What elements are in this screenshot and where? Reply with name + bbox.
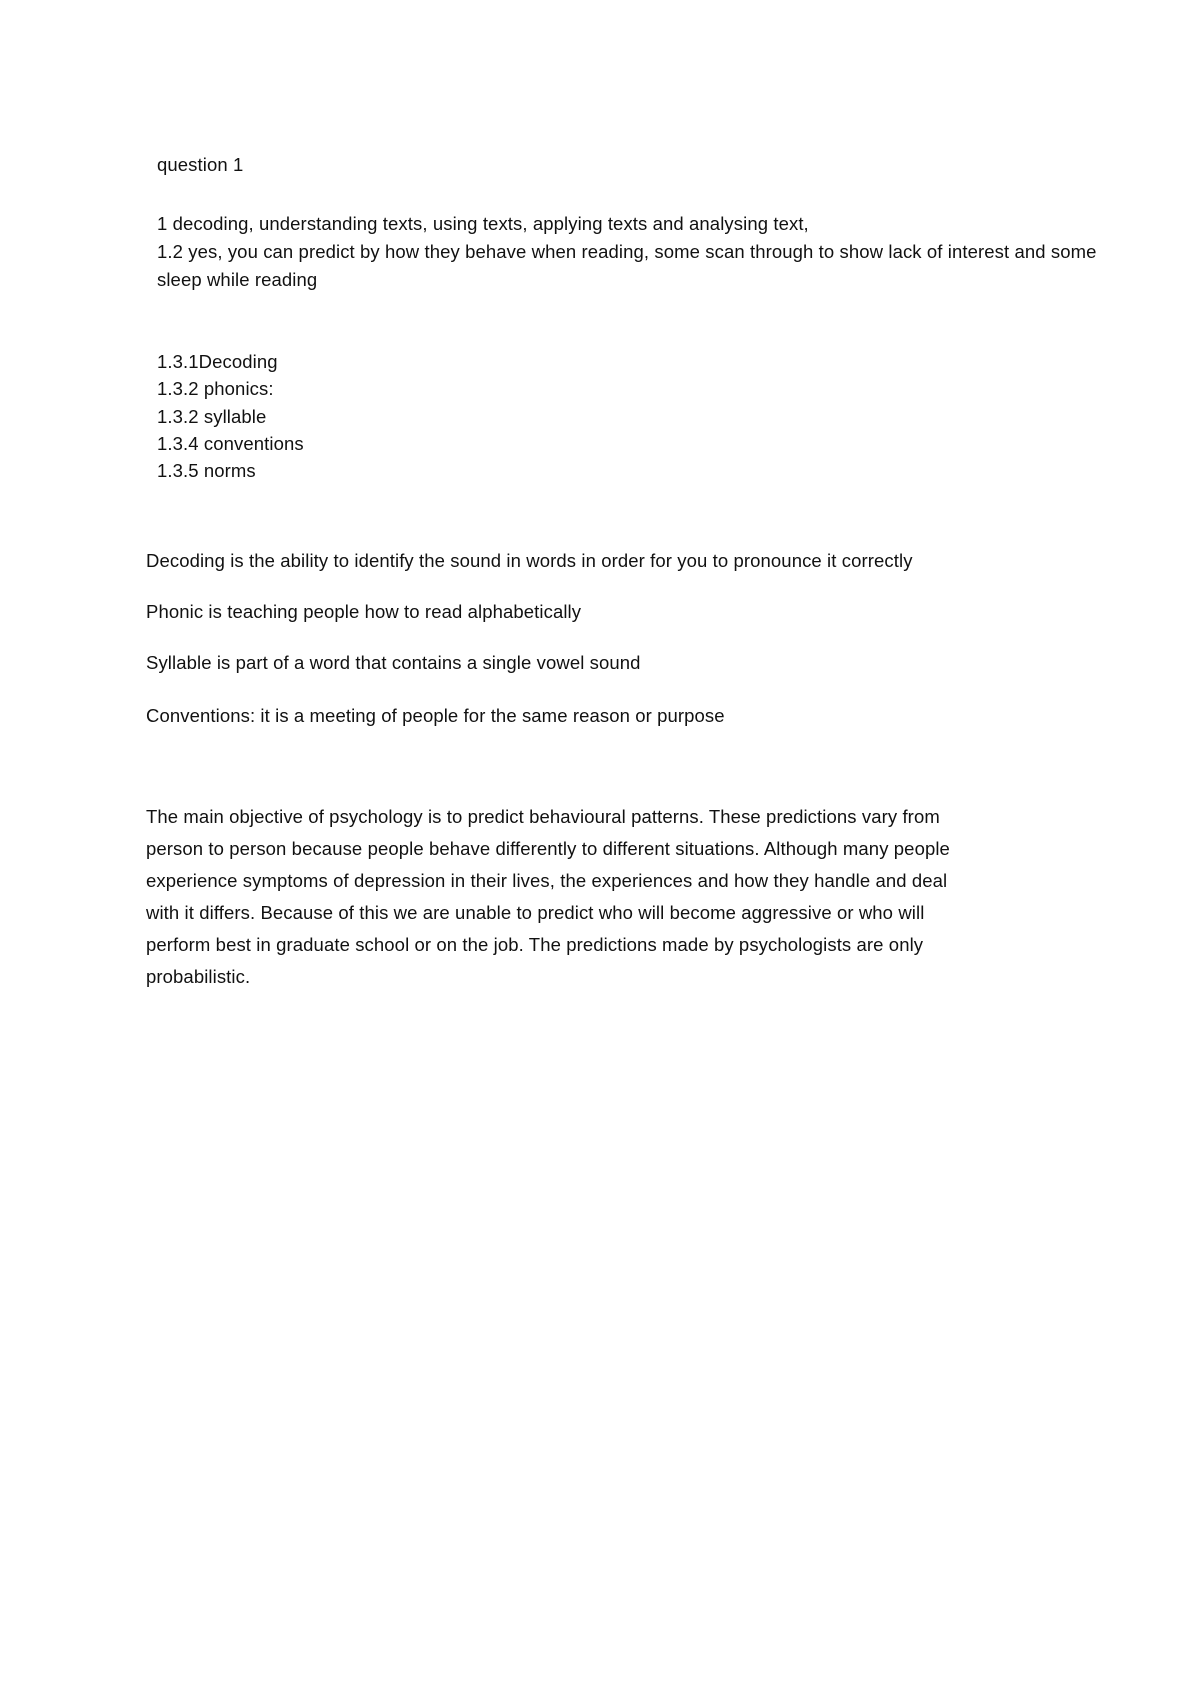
definition-conventions: Conventions: it is a meeting of people for the same reason or purpose (146, 705, 725, 726)
term-item: 1.3.2 syllable (157, 406, 267, 427)
essay-line: with it differs. Because of this we are unable to predict who will become aggressive or who will (146, 902, 925, 923)
essay-line: probabilistic. (146, 966, 251, 987)
question-heading: question 1 (157, 154, 244, 175)
answer-1: 1 decoding, understanding texts, using texts, applying texts and analysing text, (157, 213, 809, 234)
term-item: 1.3.2 phonics: (157, 378, 274, 399)
term-item: 1.3.1Decoding (157, 351, 278, 372)
essay-line: The main objective of psychology is to predict behavioural patterns. These predictions vary from (146, 806, 940, 827)
essay-line: experience symptoms of depression in their lives, the experiences and how they handle and deal (146, 870, 948, 891)
definition-syllable: Syllable is part of a word that contains a single vowel sound (146, 652, 641, 673)
essay-line: perform best in graduate school or on the job. The predictions made by psychologists are only (146, 934, 924, 955)
term-item: 1.3.5 norms (157, 460, 256, 481)
definition-decoding: Decoding is the ability to identify the sound in words in order for you to pronounce it correctly (146, 550, 913, 571)
answer-1-2-line-2: sleep while reading (157, 269, 318, 290)
essay-line: person to person because people behave differently to different situations. Although many people (146, 838, 950, 859)
definition-phonic: Phonic is teaching people how to read alphabetically (146, 601, 582, 622)
term-item: 1.3.4 conventions (157, 433, 304, 454)
answer-1-2-line-1: 1.2 yes, you can predict by how they behave when reading, some scan through to show lack of interest and some (157, 241, 1097, 262)
